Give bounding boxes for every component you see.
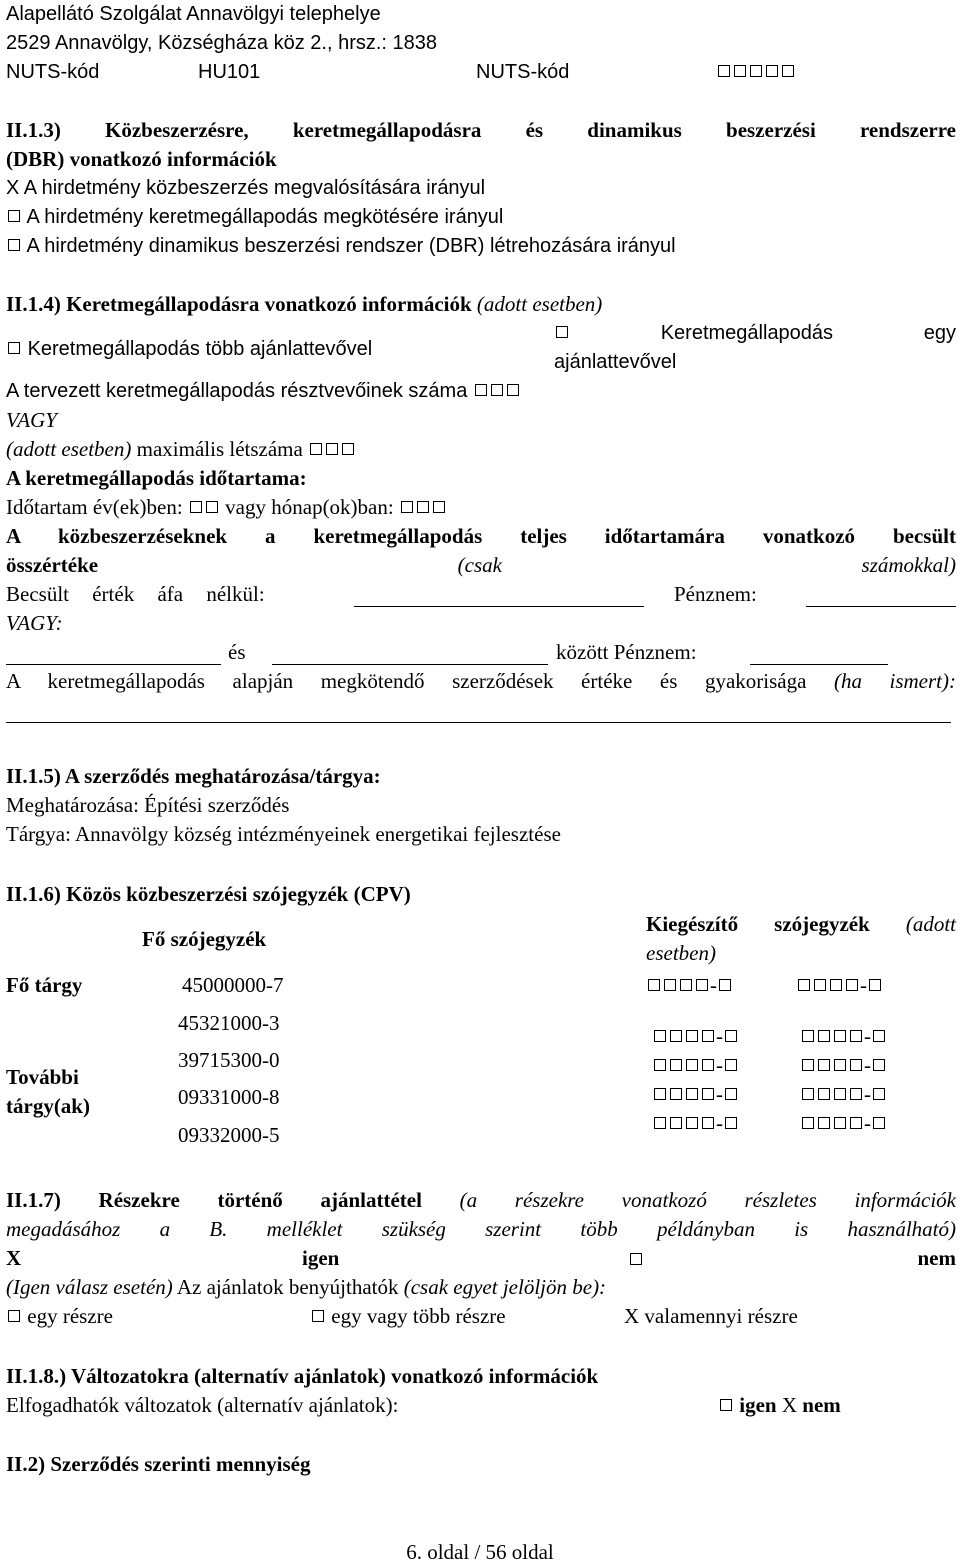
- parts-options-row: [6, 1302, 956, 1331]
- option-many-tenderers: [6, 335, 372, 364]
- cpv-extra-code-boxes[interactable]: -: [800, 1109, 887, 1138]
- checkbox-icon[interactable]: [8, 1310, 20, 1322]
- section-ii-1-8: [6, 1362, 956, 1420]
- section-ii-1-3: [6, 116, 956, 261]
- section-ii-2: [6, 1450, 956, 1479]
- section-heading: II.1.5) A szerződés meghatározása/tárgya:: [6, 764, 381, 788]
- section-ii-1-7: [6, 1186, 956, 1331]
- nuts-row: [6, 58, 956, 87]
- contracts-value-field[interactable]: [6, 702, 951, 723]
- nuts-value: HU101: [198, 61, 261, 83]
- section-heading: II.2) Szerződés szerinti mennyiség: [6, 1452, 311, 1476]
- selected-mark: X: [624, 1304, 640, 1328]
- cpv-code: 45321000-3: [178, 1011, 280, 1035]
- cpv-further-subjects-label: További tárgy(ak): [6, 1065, 90, 1118]
- yes-label: igen: [302, 1246, 340, 1270]
- submission-row: (Igen válasz esetén) Az ajánlatok benyújthatók (csak egyet jelöljön be):: [6, 1275, 607, 1299]
- contracts-value-line: [6, 696, 956, 725]
- page-number: 6. oldal / 56 oldal: [406, 1540, 554, 1564]
- nuts-code-boxes: [716, 58, 796, 87]
- section-heading-cont: (DBR) vonatkozó információk: [6, 147, 277, 171]
- section-heading: II.1.3) Közbeszerzésre, keretmegállapodásra és dinamikus beszerzési rendszerre: [6, 118, 956, 142]
- range-row: és között Pénznem:: [6, 638, 956, 667]
- section-heading: II.1.8.) Változatokra (alternatív ajánlatok) vonatkozó információk: [6, 1364, 599, 1388]
- checkbox-icon[interactable]: [630, 1253, 642, 1265]
- cpv-code: 45000000-7: [182, 973, 284, 997]
- contract-subject: Tárgya: Annavölgy község intézményeinek energetikai fejlesztése: [6, 822, 561, 846]
- checkbox-icon[interactable]: [312, 1310, 324, 1322]
- participants-row: A tervezett keretmegállapodás résztvevőinek száma: [6, 377, 956, 406]
- contract-definition: Meghatározása: Építési szerződés: [6, 793, 290, 817]
- range-currency-field[interactable]: [750, 644, 888, 665]
- variants-options: igen X nem: [718, 1391, 841, 1420]
- option-one-tenderer: [554, 319, 956, 377]
- cpv-extra-header: Kiegészítő szójegyzék (adott esetben): [646, 912, 956, 965]
- cpv-code: 09331000-8: [178, 1085, 280, 1109]
- option-label: A hirdetmény dinamikus beszerzési rendszer (DBR) létrehozására irányul: [26, 235, 676, 257]
- variants-row: Elfogadhatók változatok (alternatív ajánlatok): igen X nem: [6, 1391, 956, 1420]
- cpv-code: 39715300-0: [178, 1048, 280, 1072]
- cpv-extra-code-boxes[interactable]: -: [796, 971, 883, 1000]
- option-label-cont: ajánlattevővel: [554, 351, 677, 373]
- cpv-extra-code-boxes[interactable]: -: [652, 1109, 739, 1138]
- number-boxes[interactable]: [308, 435, 356, 464]
- option-label: Keretmegállapodás több ajánlattevővel: [27, 338, 373, 360]
- option-all-parts: X valamennyi részre: [624, 1304, 798, 1328]
- year-boxes[interactable]: [188, 493, 220, 522]
- contracts-value-row: A keretmegállapodás alapján megkötendő szerződések értéke és gyakorisága (ha ismert):: [6, 669, 956, 693]
- or-label-2: VAGY:: [6, 611, 63, 635]
- header-line-1: Alapellátó Szolgálat Annavölgyi telephelye: [6, 3, 381, 25]
- option-label: A hirdetmény közbeszerzés megvalósítására irányul: [23, 177, 486, 199]
- estimated-value-field[interactable]: [354, 586, 644, 607]
- option-dbr: [6, 232, 956, 261]
- option-framework: [6, 203, 956, 232]
- section-ii-1-6: [6, 880, 956, 1150]
- checkbox-icon[interactable]: [8, 210, 20, 222]
- no-label: nem: [917, 1246, 956, 1270]
- option-label: A hirdetmény keretmegállapodás megkötésére irányul: [26, 206, 504, 228]
- option-one-part: egy részre: [6, 1304, 113, 1328]
- framework-type-row: [6, 319, 956, 377]
- duration-row: Időtartam év(ek)ben: vagy hónap(ok)ban:: [6, 493, 956, 522]
- checkbox-icon[interactable]: [8, 239, 20, 251]
- range-min-field[interactable]: [6, 644, 221, 665]
- cpv-extra-code-boxes[interactable]: -: [800, 1022, 887, 1051]
- cpv-code: 09332000-5: [178, 1123, 280, 1147]
- total-value-heading-cont: összértéke (csak számokkal): [6, 553, 956, 577]
- number-boxes[interactable]: [473, 377, 521, 406]
- total-value-heading: A közbeszerzéseknek a keretmegállapodás teljes időtartamára vonatkozó becsült: [6, 524, 956, 548]
- section-ii-1-5: [6, 762, 956, 849]
- max-row: (adott esetben) maximális létszáma: [6, 435, 956, 464]
- cpv-extra-code-boxes[interactable]: -: [652, 1080, 739, 1109]
- parts-yes-no-row: [6, 1244, 956, 1273]
- checkbox-icon[interactable]: [720, 1399, 732, 1411]
- estimated-value-row: Becsült érték áfa nélkül: Pénznem:: [6, 580, 956, 609]
- option-public-procurement: [6, 174, 956, 203]
- month-boxes[interactable]: [399, 493, 447, 522]
- selected-mark: X: [781, 1393, 798, 1417]
- section-heading-note: megadásához a B. melléklet szükség szerint több példányban is használható): [6, 1217, 956, 1241]
- selected-mark: X: [6, 1246, 22, 1270]
- cpv-extra-code-boxes[interactable]: -: [800, 1080, 887, 1109]
- section-heading: II.1.7) Részekre történő ajánlattétel (a részekre vonatkozó részletes információk: [6, 1188, 956, 1212]
- option-more-parts: egy vagy több részre: [310, 1302, 506, 1331]
- checkbox-icon[interactable]: [8, 342, 20, 354]
- cpv-extra-code-boxes[interactable]: -: [652, 1022, 739, 1051]
- cpv-main-subject-label: Fő tárgy: [6, 973, 83, 997]
- or-label: VAGY: [6, 408, 57, 432]
- section-heading: II.1.4) Keretmegállapodásra vonatkozó információk (adott esetben): [6, 292, 603, 316]
- checkbox-icon[interactable]: [556, 326, 568, 338]
- cpv-extra-code-boxes[interactable]: -: [652, 1051, 739, 1080]
- section-ii-1-4: [6, 290, 956, 725]
- nuts-label: NUTS-kód: [6, 61, 100, 83]
- option-label: Keretmegállapodás egy: [660, 322, 957, 344]
- cpv-main-header: Fő szójegyzék: [142, 927, 267, 951]
- nuts-label-2: NUTS-kód: [476, 61, 570, 83]
- cpv-extra-code-boxes[interactable]: -: [800, 1051, 887, 1080]
- header-line-2: 2529 Annavölgy, Községháza köz 2., hrsz.: 1838: [6, 32, 438, 54]
- header-block: [6, 0, 956, 87]
- currency-field[interactable]: [806, 586, 956, 607]
- duration-heading: A keretmegállapodás időtartama:: [6, 466, 307, 490]
- selected-mark: X: [6, 177, 20, 199]
- range-max-field[interactable]: [272, 644, 548, 665]
- section-heading: II.1.6) Közös közbeszerzési szójegyzék (CPV): [6, 882, 411, 906]
- cpv-extra-code-boxes[interactable]: -: [646, 971, 733, 1000]
